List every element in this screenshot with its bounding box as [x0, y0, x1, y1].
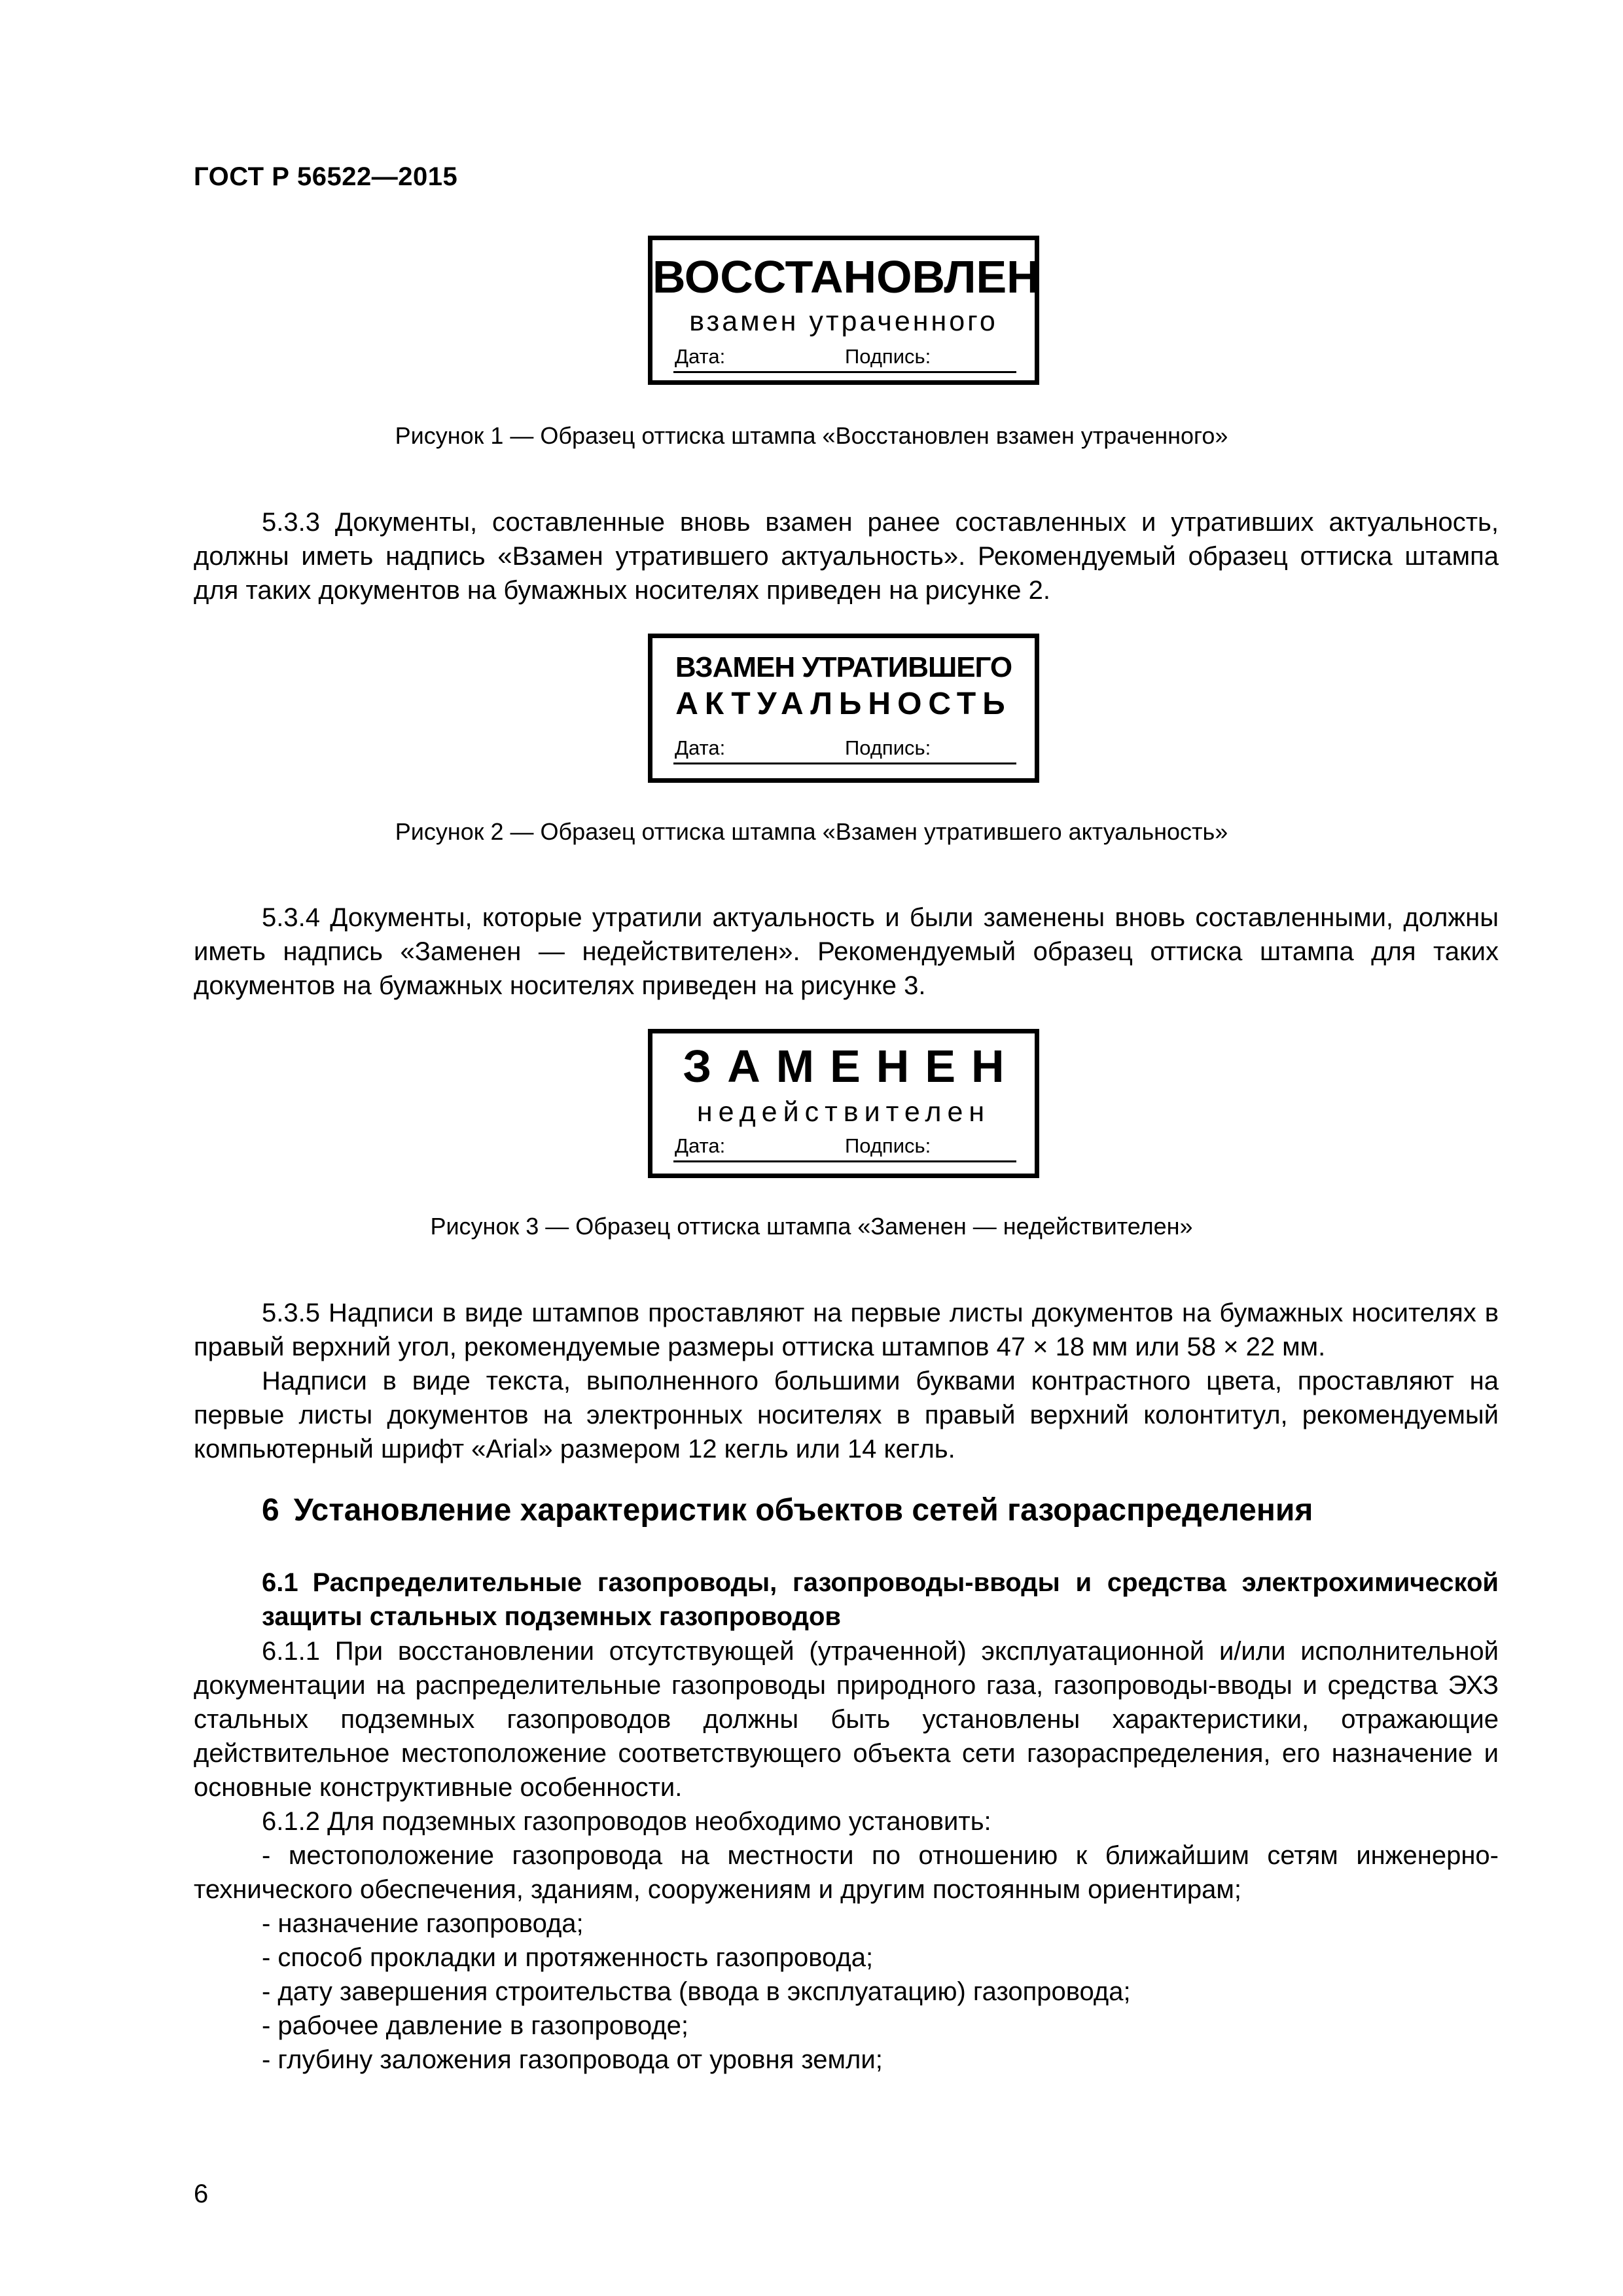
subsection-number: 6.1 — [262, 1568, 298, 1597]
stamp-signature-row — [673, 736, 1016, 764]
paragraph-5-3-5-text: Надписи в виде текста, выполненного большими буквами контрастного цвета, проставляют на первые листы документов на электронных носителях в правый верхний колонтитул, рекомендуемый компьютерный шрифт «Arial» размером 12 кегль или 14 кегль. — [194, 1367, 1499, 1463]
list-item: - назначение газопровода; — [262, 1909, 584, 1938]
figure-caption-2: Рисунок 2 — Образец оттиска штампа «Взамен утратившего актуальность» — [395, 818, 1228, 845]
stamp-subtitle: взамен утраченного — [689, 306, 998, 337]
stamp-date-label: Дата: — [675, 736, 726, 759]
stamp-signature-label: Подпись: — [845, 345, 931, 368]
figure-caption-1: Рисунок 1 — Образец оттиска штампа «Восстановлен взамен утраченного» — [395, 422, 1228, 449]
section-heading — [262, 1492, 1313, 1528]
paragraph-5-3-3: 5.3.3 Документы, составленные вновь взамен ранее составленных и утративших актуальность, должны иметь надпись «Взамен утратившего актуальность». Рекомендуемый образец оттиска штампа для таких документов на бумажных носителях приведен на рисунке 2. — [194, 508, 1499, 605]
subsection-heading — [262, 1566, 1499, 1634]
stamp-signature-label: Подпись: — [845, 1134, 931, 1157]
stamp-subtitle: АКТУАЛЬНОСТЬ — [675, 687, 1012, 721]
list-item: - рабочее давление в газопроводе; — [262, 2011, 688, 2040]
list-item: - способ прокладки и протяженность газопровода; — [262, 1943, 874, 1972]
page-number: 6 — [194, 2179, 209, 2208]
stamp-title: ЗАМЕНЕН — [683, 1041, 1020, 1092]
paragraph-5-3-5: 5.3.5 Надписи в виде штампов проставляют на первые листы документов на бумажных носителях в правый верхний угол, рекомендуемые размеры оттиска штампов 47 × 18 мм или 58 × 22 мм. — [194, 1299, 1499, 1361]
stamp-signature-label: Подпись: — [845, 736, 931, 759]
section-title: Установление характеристик объектов сетей газораспределения — [293, 1493, 1313, 1528]
section-number: 6 — [262, 1493, 279, 1528]
stamp-replaced — [648, 1029, 1039, 1178]
subsection-title: Распределительные газопроводы, газопроводы-вводы и средства электрохимической защиты стальных подземных газопроводов — [262, 1568, 1499, 1631]
stamp-title: ВЗАМЕН УТРАТИВШЕГО — [675, 651, 1012, 683]
figure-caption-3: Рисунок 3 — Образец оттиска штампа «Заменен — недействителен» — [430, 1213, 1193, 1240]
list-item: - глубину заложения газопровода от уровня земли; — [262, 2045, 883, 2074]
stamp-signature-row — [673, 1134, 1016, 1162]
stamp-superseded — [648, 634, 1039, 783]
list-item: - местоположение газопровода на местности по отношению к ближайшим сетям инженерно-технического обеспечения, зданиям, сооружениям и другим постоянным ориентирам; — [194, 1841, 1499, 1904]
paragraph-6-1-1: 6.1.1 При восстановлении отсутствующей (утраченной) эксплуатационной и/или исполнительной документации на распределительные газопроводы природного газа, газопроводы-вводы и средства ЭХЗ стальных подземных газопроводов должны быть установлены характеристики, отражающие действительное местоположение соответствующего объекта сети газораспределения, его назначение и основные конструктивные особенности. — [194, 1637, 1499, 1802]
stamp-signature-row — [673, 345, 1016, 373]
list-item: - дату завершения строительства (ввода в эксплуатацию) газопровода; — [262, 1977, 1131, 2006]
paragraph-6-1-2: 6.1.2 Для подземных газопроводов необходимо установить: — [262, 1807, 991, 1836]
stamp-date-label: Дата: — [675, 1134, 726, 1157]
stamp-title: ВОССТАНОВЛЕН — [652, 251, 1040, 302]
stamp-restored — [648, 236, 1039, 385]
paragraph-5-3-4: 5.3.4 Документы, которые утратили актуальность и были заменены вновь составленными, должны иметь надпись «Заменен — недействителен». Рекомендуемый образец оттиска штампа для таких документов на бумажных носителях приведен на рисунке 3. — [194, 903, 1499, 1000]
stamp-date-label: Дата: — [675, 345, 726, 368]
document-header: ГОСТ Р 56522—2015 — [194, 162, 458, 191]
stamp-subtitle: недействителен — [696, 1096, 991, 1128]
